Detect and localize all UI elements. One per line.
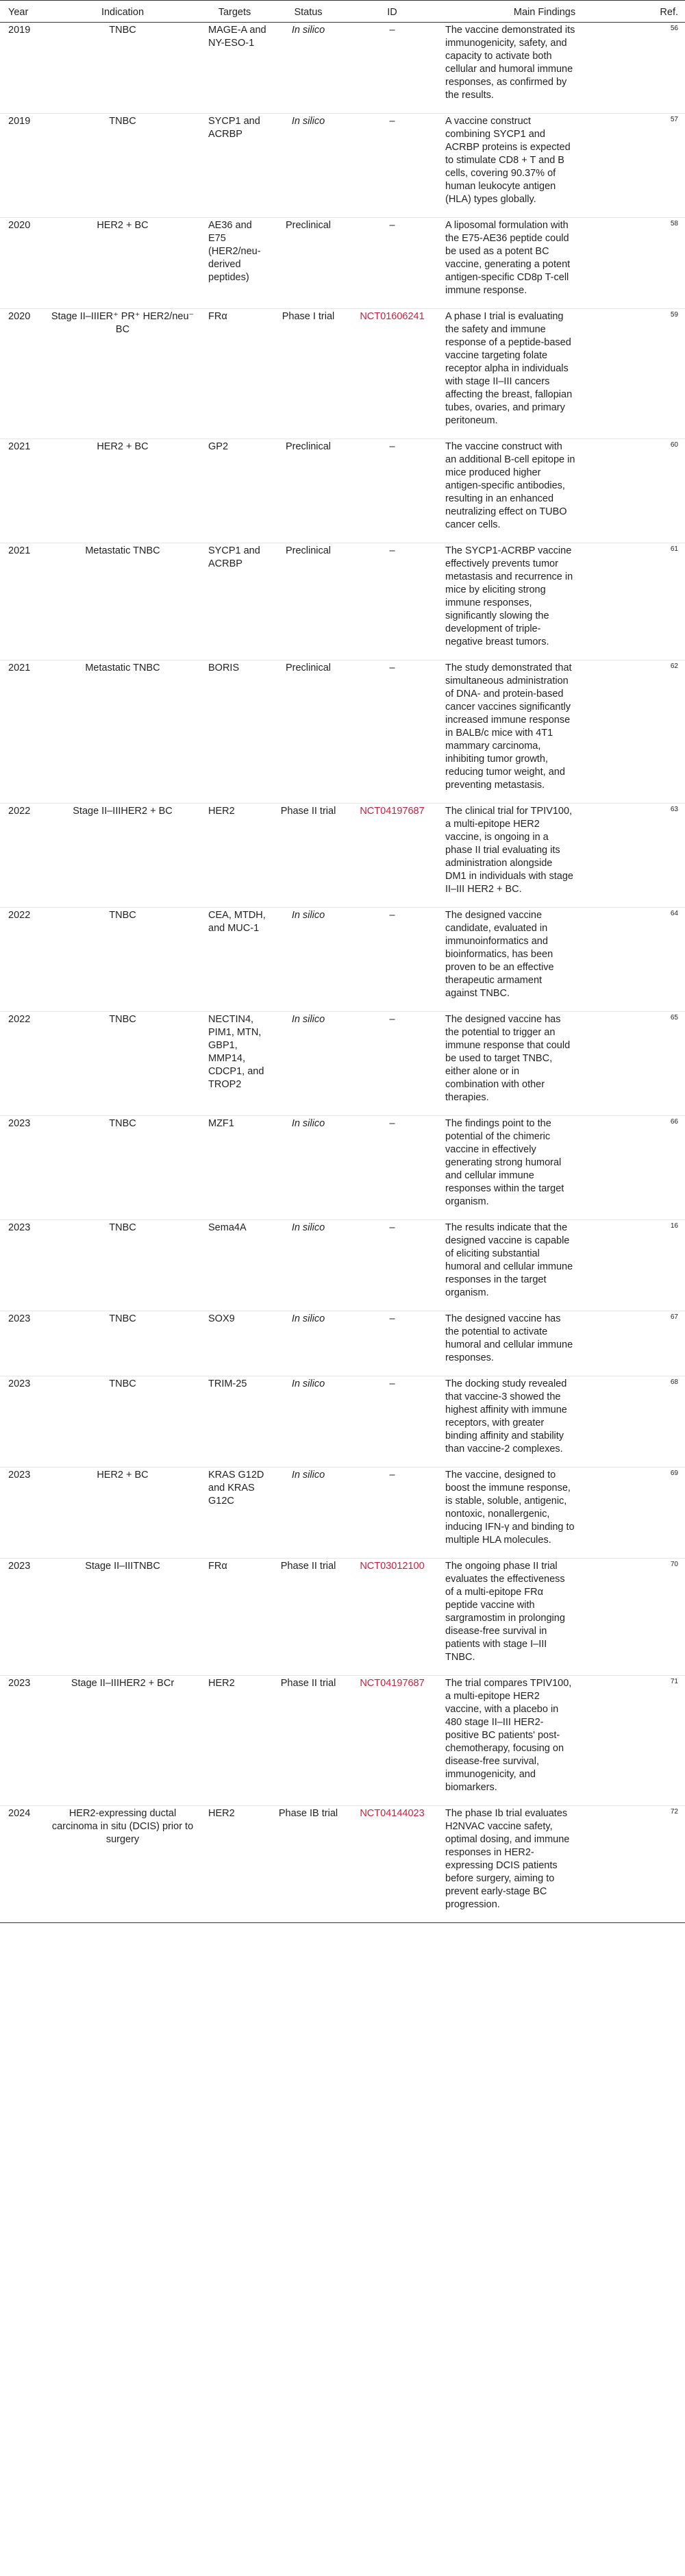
cell-year: 2023 bbox=[0, 1220, 47, 1311]
cell-trial-id: – bbox=[346, 1220, 438, 1311]
cell-status: In silico bbox=[271, 114, 346, 218]
cell-trial-id: – bbox=[346, 543, 438, 660]
cell-year: 2022 bbox=[0, 908, 47, 1012]
cell-indication: TNBC bbox=[47, 1220, 199, 1311]
cell-targets: SYCP1 and ACRBP bbox=[199, 114, 271, 218]
cell-indication: Metastatic TNBC bbox=[47, 660, 199, 804]
cell-findings: The designed vaccine has the potential to activate humoral and cellular immune responses. bbox=[438, 1311, 651, 1376]
cell-year: 2020 bbox=[0, 218, 47, 309]
cell-year: 2019 bbox=[0, 23, 47, 114]
cell-status: Preclinical bbox=[271, 218, 346, 309]
table-row bbox=[0, 1559, 685, 1676]
cell-ref: 64 bbox=[651, 908, 685, 1012]
cell-targets: NECTIN4, PIM1, MTN, GBP1, MMP14, CDCP1, and TROP2 bbox=[199, 1012, 271, 1116]
header-ref: Ref. bbox=[651, 1, 685, 23]
cell-findings: The phase Ib trial evaluates H2NVAC vaccine safety, optimal dosing, and immune responses in HER2-expressing DCIS patients before surgery, aiming to prevent early-stage BC progression. bbox=[438, 1806, 651, 1923]
cell-trial-id: – bbox=[346, 1467, 438, 1559]
table-row bbox=[0, 1116, 685, 1220]
cell-status: Preclinical bbox=[271, 660, 346, 804]
cell-ref: 59 bbox=[651, 309, 685, 439]
cell-targets: BORIS bbox=[199, 660, 271, 804]
cell-targets: TRIM-25 bbox=[199, 1376, 271, 1467]
cell-indication: HER2 + BC bbox=[47, 1467, 199, 1559]
cell-status: In silico bbox=[271, 908, 346, 1012]
cell-targets: AE36 and E75 (HER2/neu-derived peptides) bbox=[199, 218, 271, 309]
cell-targets: FRα bbox=[199, 1559, 271, 1676]
cell-targets: HER2 bbox=[199, 1806, 271, 1923]
cell-indication: TNBC bbox=[47, 1311, 199, 1376]
cell-ref: 62 bbox=[651, 660, 685, 804]
trial-id-link[interactable]: NCT04197687 bbox=[360, 1678, 425, 1689]
cell-targets: MZF1 bbox=[199, 1116, 271, 1220]
cell-status: In silico bbox=[271, 1376, 346, 1467]
cell-indication: Stage II–IIIHER2 + BC bbox=[47, 804, 199, 908]
cell-indication: TNBC bbox=[47, 1376, 199, 1467]
cell-status: In silico bbox=[271, 1012, 346, 1116]
cell-targets: GP2 bbox=[199, 439, 271, 543]
cell-trial-id: – bbox=[346, 23, 438, 114]
cell-trial-id: – bbox=[346, 218, 438, 309]
table-row bbox=[0, 543, 685, 660]
table-header bbox=[0, 1, 685, 23]
table-row bbox=[0, 908, 685, 1012]
cell-year: 2023 bbox=[0, 1676, 47, 1806]
cell-targets: HER2 bbox=[199, 1676, 271, 1806]
cell-year: 2024 bbox=[0, 1806, 47, 1923]
cell-year: 2022 bbox=[0, 1012, 47, 1116]
cell-findings: The results indicate that the designed vaccine is capable of eliciting substantial humoral and cellular immune responses in the target organism. bbox=[438, 1220, 651, 1311]
cell-status: Phase II trial bbox=[271, 1676, 346, 1806]
table-row bbox=[0, 439, 685, 543]
header-year: Year bbox=[0, 1, 47, 23]
cell-year: 2021 bbox=[0, 439, 47, 543]
trial-id-link[interactable]: NCT01606241 bbox=[360, 311, 425, 322]
cell-ref: 69 bbox=[651, 1467, 685, 1559]
cell-indication: HER2-expressing ductal carcinoma in situ (DCIS) prior to surgery bbox=[47, 1806, 199, 1923]
cell-findings: The ongoing phase II trial evaluates the effectiveness of a multi-epitope FRα peptide vaccine with sargramostim in prolonging disease-free survival in patients with stage I–III TNBC. bbox=[438, 1559, 651, 1676]
cell-trial-id: – bbox=[346, 660, 438, 804]
cell-targets: HER2 bbox=[199, 804, 271, 908]
cell-indication: TNBC bbox=[47, 1012, 199, 1116]
cell-indication: HER2 + BC bbox=[47, 439, 199, 543]
cell-ref: 68 bbox=[651, 1376, 685, 1467]
cell-status: In silico bbox=[271, 1467, 346, 1559]
cell-findings: The designed vaccine has the potential to trigger an immune response that could be used to target TNBC, either alone or in combination with other therapies. bbox=[438, 1012, 651, 1116]
cell-status: Preclinical bbox=[271, 439, 346, 543]
cell-ref: 71 bbox=[651, 1676, 685, 1806]
cell-targets: CEA, MTDH, and MUC-1 bbox=[199, 908, 271, 1012]
header-status: Status bbox=[271, 1, 346, 23]
table-row bbox=[0, 1220, 685, 1311]
cell-status: Phase II trial bbox=[271, 1559, 346, 1676]
cell-indication: TNBC bbox=[47, 114, 199, 218]
cell-indication: HER2 + BC bbox=[47, 218, 199, 309]
cell-findings: The docking study revealed that vaccine-3 showed the highest affinity with immune receptors, with greater binding affinity and stability than vaccine-2 complexes. bbox=[438, 1376, 651, 1467]
cell-trial-id: – bbox=[346, 439, 438, 543]
cell-status: In silico bbox=[271, 23, 346, 114]
cell-targets: FRα bbox=[199, 309, 271, 439]
table-row bbox=[0, 218, 685, 309]
cell-year: 2023 bbox=[0, 1559, 47, 1676]
trial-id-link[interactable]: NCT04144023 bbox=[360, 1808, 425, 1819]
cell-year: 2021 bbox=[0, 660, 47, 804]
cell-indication: TNBC bbox=[47, 1116, 199, 1220]
cell-status: Phase II trial bbox=[271, 804, 346, 908]
header-row bbox=[0, 1, 685, 23]
cell-status: Phase I trial bbox=[271, 309, 346, 439]
cell-trial-id bbox=[346, 804, 438, 908]
cell-indication: TNBC bbox=[47, 23, 199, 114]
cell-ref: 60 bbox=[651, 439, 685, 543]
cell-ref: 70 bbox=[651, 1559, 685, 1676]
table-row bbox=[0, 1806, 685, 1923]
header-id: ID bbox=[346, 1, 438, 23]
cell-status: In silico bbox=[271, 1311, 346, 1376]
cell-year: 2022 bbox=[0, 804, 47, 908]
cell-targets: Sema4A bbox=[199, 1220, 271, 1311]
cell-year: 2019 bbox=[0, 114, 47, 218]
table-body bbox=[0, 23, 685, 1923]
cell-trial-id: – bbox=[346, 1012, 438, 1116]
cell-findings: The vaccine demonstrated its immunogenicity, safety, and capacity to activate both cellular and humoral immune responses, as confirmed by the results. bbox=[438, 23, 651, 114]
cell-ref: 56 bbox=[651, 23, 685, 114]
cell-trial-id bbox=[346, 309, 438, 439]
cell-year: 2023 bbox=[0, 1116, 47, 1220]
cell-indication: Metastatic TNBC bbox=[47, 543, 199, 660]
table-row bbox=[0, 1012, 685, 1116]
table-row bbox=[0, 114, 685, 218]
cell-ref: 61 bbox=[651, 543, 685, 660]
table-row bbox=[0, 1311, 685, 1376]
cell-trial-id bbox=[346, 1806, 438, 1923]
cell-ref: 66 bbox=[651, 1116, 685, 1220]
trial-id-link[interactable]: NCT03012100 bbox=[360, 1561, 425, 1572]
header-targets: Targets bbox=[199, 1, 271, 23]
cell-indication: Stage II–IIIER⁺ PR⁺ HER2/neu⁻ BC bbox=[47, 309, 199, 439]
cell-findings: The findings point to the potential of the chimeric vaccine in effectively generating strong humoral and cellular immune responses within the target organism. bbox=[438, 1116, 651, 1220]
cell-findings: The clinical trial for TPIV100, a multi-epitope HER2 vaccine, is ongoing in a phase II trial evaluating its administration alongside DM1 in individuals with stage II–III HER2 + BC. bbox=[438, 804, 651, 908]
cell-targets: MAGE-A and NY-ESO-1 bbox=[199, 23, 271, 114]
cell-status: In silico bbox=[271, 1220, 346, 1311]
cell-ref: 63 bbox=[651, 804, 685, 908]
cell-findings: The SYCP1-ACRBP vaccine effectively prevents tumor metastasis and recurrence in mice by eliciting strong immune responses, significantly slowing the development of triple-negative breast tumors. bbox=[438, 543, 651, 660]
cell-status: In silico bbox=[271, 1116, 346, 1220]
cell-ref: 65 bbox=[651, 1012, 685, 1116]
cell-findings: The study demonstrated that simultaneous administration of DNA- and protein-based cancer vaccines significantly increased immune response in BALB/c mice with 4T1 mammary carcinoma, inhibiting tumor growth, reducing tumor weight, and preventing metastasis. bbox=[438, 660, 651, 804]
header-findings: Main Findings bbox=[438, 1, 651, 23]
cell-findings: The vaccine, designed to boost the immune response, is stable, soluble, antigenic, nontoxic, nonallergenic, inducing IFN-γ and binding to multiple HLA molecules. bbox=[438, 1467, 651, 1559]
cell-trial-id bbox=[346, 1559, 438, 1676]
cell-indication: TNBC bbox=[47, 908, 199, 1012]
table-row bbox=[0, 804, 685, 908]
cell-year: 2023 bbox=[0, 1311, 47, 1376]
cell-status: Phase IB trial bbox=[271, 1806, 346, 1923]
cell-trial-id bbox=[346, 1676, 438, 1806]
cell-findings: The trial compares TPIV100, a multi-epitope HER2 vaccine, with a placebo in 480 stage II–III HER2-positive BC patients' post-chemotherapy, focusing on disease-free survival, immunogenicity, and biomarkers. bbox=[438, 1676, 651, 1806]
cell-status: Preclinical bbox=[271, 543, 346, 660]
cell-findings: A phase I trial is evaluating the safety and immune response of a peptide-based vaccine targeting folate receptor alpha in individuals with stage II–III cancers affecting the breast, fallopian tubes, ovaries, and primary peritoneum. bbox=[438, 309, 651, 439]
cell-indication: Stage II–IIIHER2 + BCr bbox=[47, 1676, 199, 1806]
cell-year: 2020 bbox=[0, 309, 47, 439]
cell-year: 2021 bbox=[0, 543, 47, 660]
cell-findings: The vaccine construct with an additional B-cell epitope in mice produced higher antigen-specific antibodies, resulting in an enhanced neutralizing effect on TUBO cancer cells. bbox=[438, 439, 651, 543]
table-row bbox=[0, 309, 685, 439]
cell-ref: 16 bbox=[651, 1220, 685, 1311]
cell-trial-id: – bbox=[346, 114, 438, 218]
cell-targets: KRAS G12D and KRAS G12C bbox=[199, 1467, 271, 1559]
cell-findings: A vaccine construct combining SYCP1 and ACRBP proteins is expected to stimulate CD8 + T and B cells, covering 90.37% of human leukocyte antigen (HLA) types globally. bbox=[438, 114, 651, 218]
cell-targets: SYCP1 and ACRBP bbox=[199, 543, 271, 660]
header-indication: Indication bbox=[47, 1, 199, 23]
cell-trial-id: – bbox=[346, 1116, 438, 1220]
cell-findings: The designed vaccine candidate, evaluated in immunoinformatics and bioinformatics, has been proven to be an effective therapeutic armament against TNBC. bbox=[438, 908, 651, 1012]
cell-year: 2023 bbox=[0, 1467, 47, 1559]
table-row bbox=[0, 660, 685, 804]
table-row bbox=[0, 23, 685, 114]
table-row bbox=[0, 1676, 685, 1806]
cell-ref: 72 bbox=[651, 1806, 685, 1923]
cell-targets: SOX9 bbox=[199, 1311, 271, 1376]
cell-trial-id: – bbox=[346, 1376, 438, 1467]
table-row bbox=[0, 1467, 685, 1559]
cell-indication: Stage II–IIITNBC bbox=[47, 1559, 199, 1676]
cell-trial-id: – bbox=[346, 908, 438, 1012]
cell-ref: 67 bbox=[651, 1311, 685, 1376]
trial-id-link[interactable]: NCT04197687 bbox=[360, 806, 425, 817]
cell-ref: 57 bbox=[651, 114, 685, 218]
table-row bbox=[0, 1376, 685, 1467]
cell-trial-id: – bbox=[346, 1311, 438, 1376]
cell-ref: 58 bbox=[651, 218, 685, 309]
cell-findings: A liposomal formulation with the E75-AE36 peptide could be used as a potent BC vaccine, generating a potent antigen-specific CD8p T-cell immune response. bbox=[438, 218, 651, 309]
cell-year: 2023 bbox=[0, 1376, 47, 1467]
